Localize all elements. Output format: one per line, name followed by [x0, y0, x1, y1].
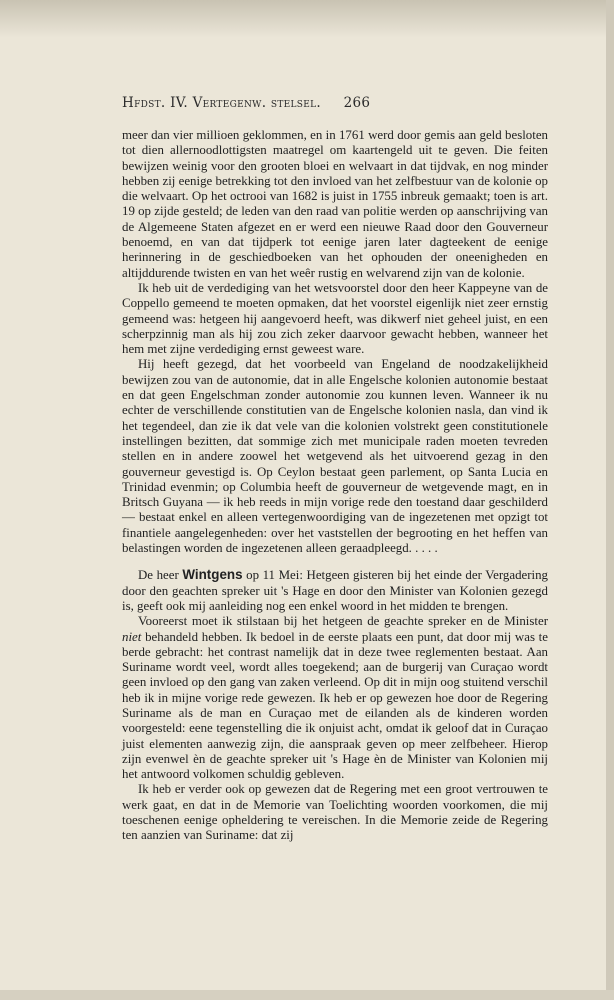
paragraph-part: Vooreerst moet ik stilstaan bij het hetgeen de geachte spreker en de Minister — [138, 614, 548, 629]
paragraph-part: behandeld hebben. Ik bedoel in de eerste plaats een punt, dat door mij was te berde gebracht: het contrast namelijk dat in deze twee reglementen bestaat. Aan Suriname wordt veel, wordt alles toegekend; aan de burgerij van Curaçao wordt geen invloed op den gang van zaken verleend. Op dit in mijn oog stuitend verschil heb ik in mijne vorige rede gewezen. Ik heb er op gewezen hoe door de Regering Suriname als de man en Curaçao met de eilanden als de kinderen worden voorgesteld: eene tegenstelling die ik onjuist acht, omdat ik geloof dat in Curaçao juist elementen aanwezig zijn, die aanspraak geven op meer zelfbeheer. Hierop zijn evenwel èn de geachte spreker uit 's Hage èn de Minister van Kolonien mij het antwoord volkomen schuldig gebleven. — [122, 629, 548, 782]
paragraph: Ik heb uit de verdediging van het wetsvoorstel door den heer Kappeyne van de Coppello gemeend te moeten opmaken, dat het voorstel eigenlijk niet zeer ernstig gemeend was: hetgeen hij aangevoerd heeft, was dikwerf niet geheel juist, en een scherpzinnig man als hij zou zich zeker daarvoor gewacht hebben, wanneer het hem met zijne verdediging ernst geweest ware. — [122, 280, 548, 357]
header-chapter: Hfdst. IV. — [122, 95, 188, 111]
body-text — [122, 128, 548, 844]
page-top-shadow — [0, 0, 614, 38]
running-header — [122, 95, 562, 111]
paragraph: Hij heeft gezegd, dat het voorbeeld van Engeland de noodzakelijkheid bewijzen zou van de autonomie, dat in alle Engelsche kolonien autonomie bestaat en dat geen Engelschman zonder autonomie zou kunnen leven. Wanneer ik nu echter de verschillende constitutien van de Engelsche kolonien nasla, dan vind ik het tegendeel, dan zie ik dat vele van die kolonien volstrekt geen constitutionele instellingen bezitten, dat sommige zich met municipale raden moeten tevreden stellen en in andere zoowel het wetgevend als het uitvoerend gezag in den gouverneur gevestigd is. Op Ceylon bestaat geen parlement, op Santa Lucia en Trinidad evenmin; op Columbia heeft de gouverneur de wetgevende magt, en in Britsch Guyana — ik heb reeds in mijn vorige rede den toestand daar geschilderd — bestaat enkel en alleen vertegenwoordiging van de ingezetenen met opzigt tot finantiele aangelegenheden: over het vaststellen der begrooting en het heffen van belastingen worden de ingezetenen alleen geraadpleegd. . . . . — [122, 357, 548, 556]
paragraph-wintgens — [122, 567, 548, 614]
page-right-edge — [606, 0, 614, 1000]
paragraph — [122, 614, 548, 782]
speaker-lead: De heer — [138, 568, 179, 583]
speaker-rest: op 11 Mei: Hetgeen gisteren bij het einde der Vergadering door den geachten spreker uit 's Hage en door den Minister van Kolonien gezegd is, geeft ook mij aanleiding nog een enkel woord in het midden te brengen. — [122, 568, 548, 613]
speaker-name: Wintgens — [182, 567, 243, 583]
paragraph: Ik heb er verder ook op gewezen dat de Regering met een groot vertrouwen te werk gaat, en dat in de Memorie van Toelichting woorden voorkomen, die mij toeschenen eenige opheldering te vereischen. In die Memorie zeide de Regering ten aanzien van Suriname: dat zij — [122, 782, 548, 843]
emphasis: niet — [122, 629, 142, 644]
paragraph: meer dan vier millioen geklommen, en in 1761 werd door gemis aan geld besloten tot dien allernoodlottigsten maatregel om kaartengeld uit te geven. Die feiten bewijzen weinig voor den grooten bloei en welvaart in dat tijdvak, en nog minder hebben zij eenige betrekking tot den invloed van het zelfbestuur van de kolonie op die welvaart. Op het octrooi van 1682 is juist in 1755 inbreuk gemaakt; toen is art. 19 op zijde gesteld; de leden van den raad van politie werden op aanschrijving van de Algemeene Staten afgezet en er werd een nieuwe Raad door den Gouverneur benoemd, en van dat tijdperk tot eenige jaren later dagteekent de eenige herinnering in de geschiedboeken van het ophouden der oneenigheden en altijddurende twisten en van het weêr rustig en welvarend zijn van de kolonie. — [122, 128, 548, 280]
page-bottom-edge — [0, 990, 614, 1000]
header-section: Vertegenw. stelsel. — [192, 95, 321, 111]
page-number: 266 — [343, 95, 371, 111]
